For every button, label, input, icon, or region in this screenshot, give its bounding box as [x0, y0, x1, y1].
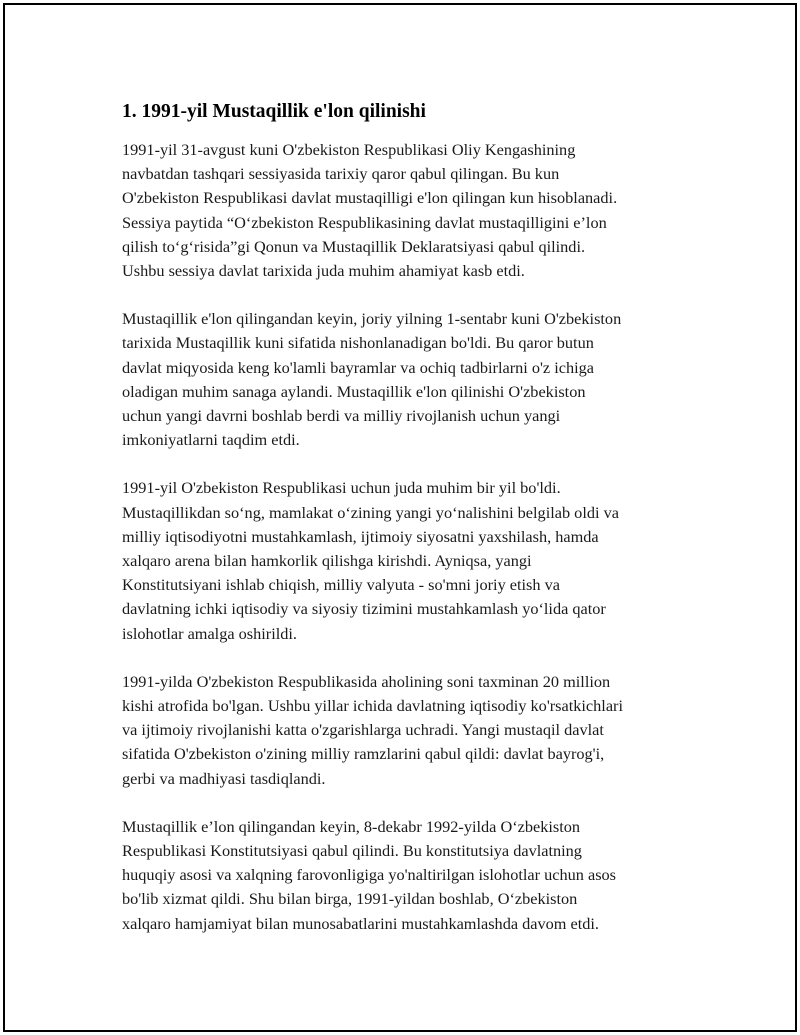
document-body — [122, 100, 707, 960]
section-heading: 1. 1991-yil Mustaqillik e'lon qilinishi — [122, 101, 426, 122]
paragraph-1: 1991-yil 31-avgust kuni O'zbekiston Respublikasi Oliy Kengashining navbatdan tashqari sessiyasida tarixiy qaror qabul qilingan. Bu kun O'zbekiston Respublikasi davlat mustaqilligi e'lon qilingan kun hisoblanadi. Sessiya paytida “O‘zbekiston Respublikasining davlat mustaqilligini e’lon qilish to‘g‘risida”gi Qonun va Mustaqillik Deklaratsiyasi qabul qilindi. Ushbu sessiya davlat tarixida juda muhim ahamiyat kasb etdi. — [122, 140, 618, 281]
paragraph-5: Mustaqillik e’lon qilingandan keyin, 8-dekabr 1992-yilda O‘zbekiston Respublikasi Konstitutsiyasi qabul qilindi. Bu konstitutsiya davlatning huquqiy asosi va xalqning farovonligiga yo'naltirilgan islohotlar uchun asos bo'lib xizmat qildi. Shu bilan birga, 1991-yildan boshlab, O‘zbekiston xalqaro hamjamiyat bilan munosabatlarini mustahkamlashda davom etdi. — [122, 816, 617, 933]
paragraph-4: 1991-yilda O'zbekiston Respublikasida aholining soni taxminan 20 million kishi atrofida bo'lgan. Ushbu yillar ichida davlatning iqtisodiy ko'rsatkichlari va ijtimoiy rivojlanishi katta o'zgarishlarga uchradi. Yangi mustaqil davlat sifatida O'zbekiston o'zining milliy ramzlarini qabul qildi: davlat bayrog'i, gerbi va madhiyasi tasdiqlandi. — [122, 671, 623, 788]
paragraph-2: Mustaqillik e'lon qilingandan keyin, joriy yilning 1-sentabr kuni O'zbekiston tarixida Mustaqillik kuni sifatida nishonlanadigan bo'ldi. Bu qaror butun davlat miqyosida keng ko'lamli bayramlar va ochiq tadbirlarni o'z ichiga oladigan muhim sanaga aylandi. Mustaqillik e'lon qilinishi O'zbekiston uchun yangi davrni boshlab berdi va milliy rivojlanish uchun yangi imkoniyatlarni taqdim etdi. — [122, 309, 622, 450]
paragraph-3: 1991-yil O'zbekiston Respublikasi uchun juda muhim bir yil bo'ldi. Mustaqillikdan so‘ng, mamlakat o‘zining yangi yo‘nalishini belgilab oldi va milliy iqtisodiyotni mustahkamlash, ijtimoiy siyosatni yaxshilash, hamda xalqaro arena bilan hamkorlik qilishga kirishdi. Ayniqsa, yangi Konstitutsiyani ishlab chiqish, milliy valyuta - so'mni joriy etish va davlatning ichki iqtisodiy va siyosiy tizimini mustahkamlash yo‘lida qator islohotlar amalga oshirildi. — [122, 478, 619, 643]
page-frame — [3, 3, 797, 1032]
